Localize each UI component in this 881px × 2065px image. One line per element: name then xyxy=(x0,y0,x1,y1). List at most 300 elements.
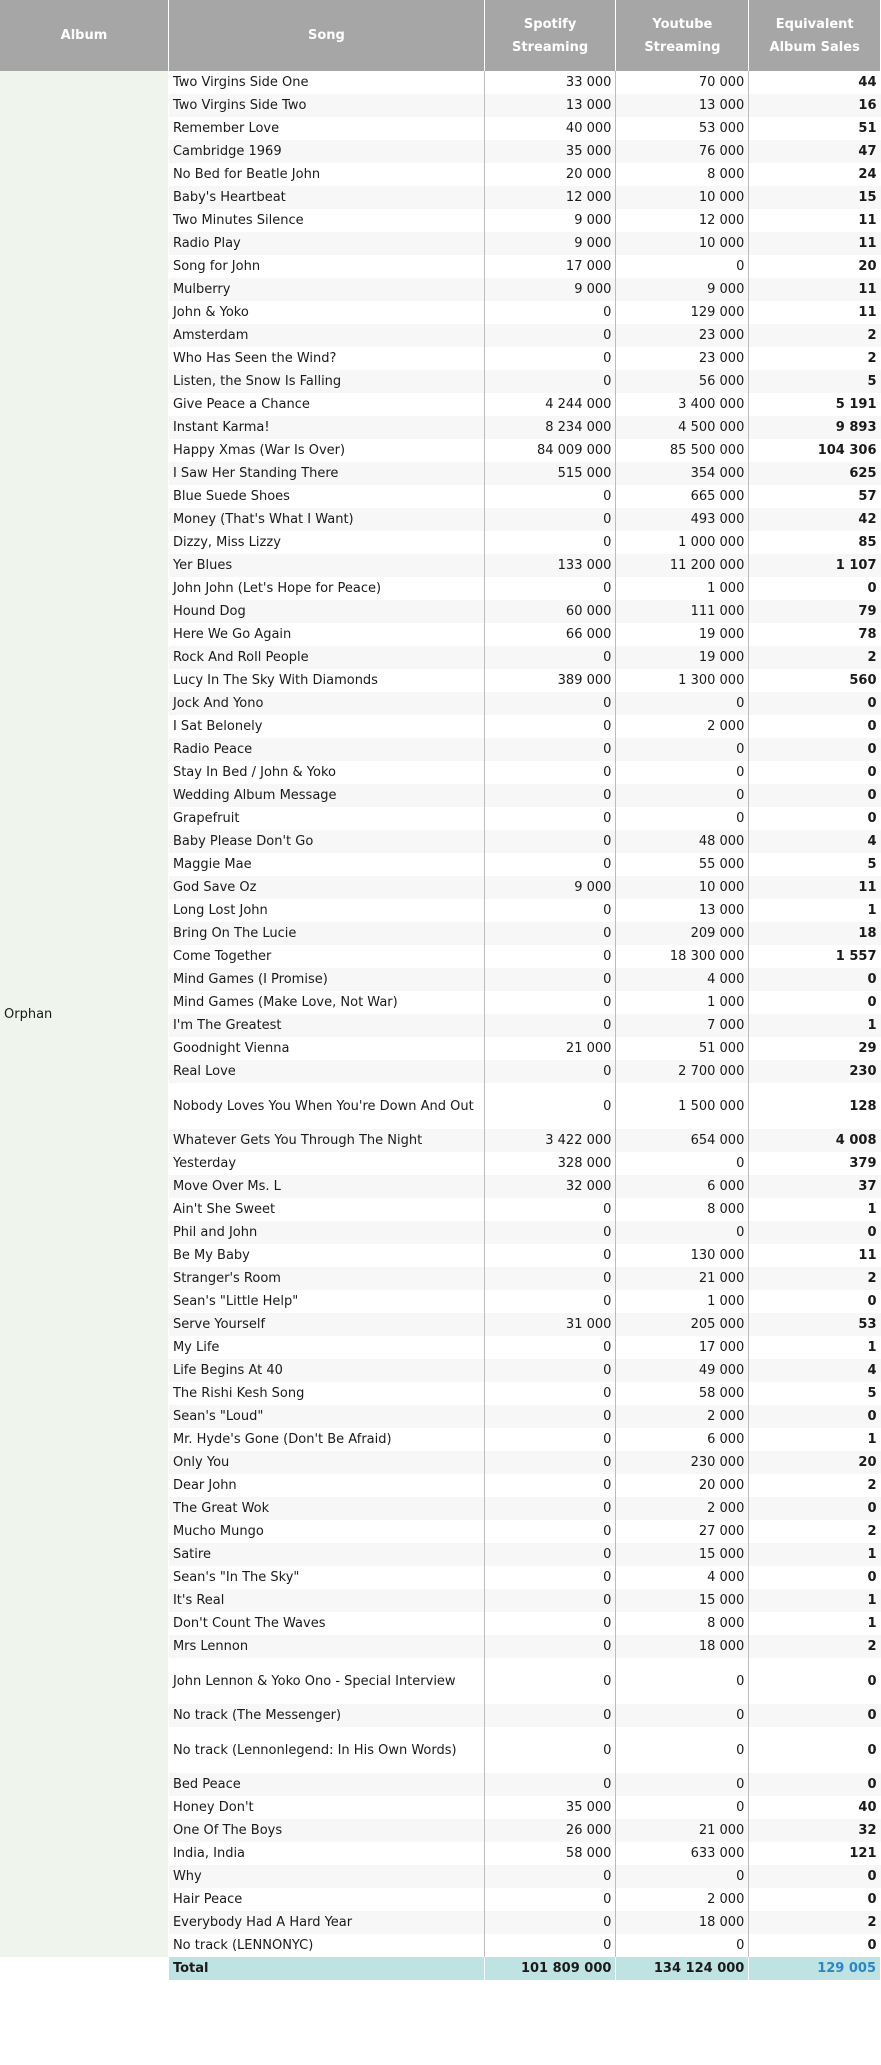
spotify-cell: 9 000 xyxy=(484,278,616,301)
youtube-cell: 8 000 xyxy=(616,1198,749,1221)
equivalent-album-sales-cell: 1 xyxy=(749,1336,881,1359)
youtube-cell: 111 000 xyxy=(616,600,749,623)
equivalent-album-sales-cell: 24 xyxy=(749,163,881,186)
youtube-cell: 4 000 xyxy=(616,1566,749,1589)
total-row xyxy=(0,1957,881,1980)
equivalent-album-sales-cell: 85 xyxy=(749,531,881,554)
equivalent-album-sales-cell: 0 xyxy=(749,715,881,738)
song-cell: Why xyxy=(168,1865,484,1888)
spotify-cell: 0 xyxy=(484,301,616,324)
song-cell: Goodnight Vienna xyxy=(168,1037,484,1060)
spotify-cell: 0 xyxy=(484,1405,616,1428)
spotify-cell: 21 000 xyxy=(484,1037,616,1060)
equivalent-album-sales-cell: 0 xyxy=(749,1704,881,1727)
song-cell: Dizzy, Miss Lizzy xyxy=(168,531,484,554)
header-equivalent-album-sales: Equivalent Album Sales xyxy=(749,0,881,71)
song-cell: Dear John xyxy=(168,1474,484,1497)
equivalent-album-sales-cell: 0 xyxy=(749,1566,881,1589)
equivalent-album-sales-cell: 1 107 xyxy=(749,554,881,577)
spotify-cell: 0 xyxy=(484,991,616,1014)
spotify-cell: 133 000 xyxy=(484,554,616,577)
song-cell: I'm The Greatest xyxy=(168,1014,484,1037)
spotify-cell: 515 000 xyxy=(484,462,616,485)
equivalent-album-sales-cell: 18 xyxy=(749,922,881,945)
total-spotify: 101 809 000 xyxy=(484,1957,616,1980)
song-cell: Mulberry xyxy=(168,278,484,301)
youtube-cell: 0 xyxy=(616,1865,749,1888)
youtube-cell: 493 000 xyxy=(616,508,749,531)
equivalent-album-sales-cell: 20 xyxy=(749,1451,881,1474)
total-label: Total xyxy=(168,1957,484,1980)
song-cell: Maggie Mae xyxy=(168,853,484,876)
youtube-cell: 230 000 xyxy=(616,1451,749,1474)
song-cell: Sean's "In The Sky" xyxy=(168,1566,484,1589)
song-cell: My Life xyxy=(168,1336,484,1359)
song-cell: I Saw Her Standing There xyxy=(168,462,484,485)
equivalent-album-sales-cell: 53 xyxy=(749,1313,881,1336)
spotify-cell: 31 000 xyxy=(484,1313,616,1336)
equivalent-album-sales-cell: 40 xyxy=(749,1796,881,1819)
song-cell: Mrs Lennon xyxy=(168,1635,484,1658)
youtube-cell: 0 xyxy=(616,807,749,830)
youtube-cell: 0 xyxy=(616,1221,749,1244)
spotify-cell: 66 000 xyxy=(484,623,616,646)
youtube-cell: 0 xyxy=(616,1152,749,1175)
header-youtube: Youtube Streaming xyxy=(616,0,749,71)
youtube-cell: 2 000 xyxy=(616,1888,749,1911)
youtube-cell: 9 000 xyxy=(616,278,749,301)
song-cell: No Bed for Beatle John xyxy=(168,163,484,186)
youtube-cell: 2 000 xyxy=(616,1405,749,1428)
spotify-cell: 60 000 xyxy=(484,600,616,623)
youtube-cell: 3 400 000 xyxy=(616,393,749,416)
youtube-cell: 13 000 xyxy=(616,899,749,922)
spotify-cell: 0 xyxy=(484,1451,616,1474)
song-cell: Listen, the Snow Is Falling xyxy=(168,370,484,393)
youtube-cell: 0 xyxy=(616,761,749,784)
song-cell: Jock And Yono xyxy=(168,692,484,715)
youtube-cell: 8 000 xyxy=(616,163,749,186)
equivalent-album-sales-cell: 44 xyxy=(749,71,881,94)
equivalent-album-sales-cell: 625 xyxy=(749,462,881,485)
spotify-cell: 328 000 xyxy=(484,1152,616,1175)
youtube-cell: 1 000 xyxy=(616,991,749,1014)
header-song: Song xyxy=(168,0,484,71)
song-cell: Mr. Hyde's Gone (Don't Be Afraid) xyxy=(168,1428,484,1451)
equivalent-album-sales-cell: 47 xyxy=(749,140,881,163)
spotify-cell: 3 422 000 xyxy=(484,1129,616,1152)
equivalent-album-sales-cell: 78 xyxy=(749,623,881,646)
equivalent-album-sales-cell: 11 xyxy=(749,876,881,899)
equivalent-album-sales-cell: 9 893 xyxy=(749,416,881,439)
youtube-cell: 1 300 000 xyxy=(616,669,749,692)
equivalent-album-sales-cell: 1 xyxy=(749,1428,881,1451)
youtube-cell: 0 xyxy=(616,738,749,761)
song-cell: Come Together xyxy=(168,945,484,968)
spotify-cell: 0 xyxy=(484,1290,616,1313)
spotify-cell: 0 xyxy=(484,1267,616,1290)
spotify-cell: 9 000 xyxy=(484,209,616,232)
song-cell: John & Yoko xyxy=(168,301,484,324)
equivalent-album-sales-cell: 51 xyxy=(749,117,881,140)
song-cell: Remember Love xyxy=(168,117,484,140)
song-cell: Sean's "Loud" xyxy=(168,1405,484,1428)
spotify-cell: 0 xyxy=(484,968,616,991)
song-cell: Here We Go Again xyxy=(168,623,484,646)
equivalent-album-sales-cell: 1 xyxy=(749,1198,881,1221)
spotify-cell: 0 xyxy=(484,577,616,600)
youtube-cell: 85 500 000 xyxy=(616,439,749,462)
youtube-cell: 48 000 xyxy=(616,830,749,853)
youtube-cell: 4 500 000 xyxy=(616,416,749,439)
spotify-cell: 12 000 xyxy=(484,186,616,209)
equivalent-album-sales-cell: 2 xyxy=(749,1635,881,1658)
youtube-cell: 0 xyxy=(616,1658,749,1704)
youtube-cell: 23 000 xyxy=(616,347,749,370)
youtube-cell: 2 700 000 xyxy=(616,1060,749,1083)
song-cell: God Save Oz xyxy=(168,876,484,899)
song-cell: Who Has Seen the Wind? xyxy=(168,347,484,370)
spotify-cell: 0 xyxy=(484,761,616,784)
equivalent-album-sales-cell: 0 xyxy=(749,784,881,807)
song-cell: Instant Karma! xyxy=(168,416,484,439)
song-cell: India, India xyxy=(168,1842,484,1865)
spotify-cell: 0 xyxy=(484,738,616,761)
equivalent-album-sales-cell: 1 557 xyxy=(749,945,881,968)
song-cell: Move Over Ms. L xyxy=(168,1175,484,1198)
spotify-cell: 0 xyxy=(484,1612,616,1635)
equivalent-album-sales-cell: 0 xyxy=(749,1221,881,1244)
spotify-cell: 0 xyxy=(484,1428,616,1451)
youtube-cell: 7 000 xyxy=(616,1014,749,1037)
song-cell: No track (The Messenger) xyxy=(168,1704,484,1727)
spotify-cell: 0 xyxy=(484,922,616,945)
youtube-cell: 8 000 xyxy=(616,1612,749,1635)
youtube-cell: 18 000 xyxy=(616,1635,749,1658)
song-cell: Don't Count The Waves xyxy=(168,1612,484,1635)
equivalent-album-sales-cell: 1 xyxy=(749,1589,881,1612)
equivalent-album-sales-cell: 4 xyxy=(749,830,881,853)
equivalent-album-sales-cell: 57 xyxy=(749,485,881,508)
youtube-cell: 633 000 xyxy=(616,1842,749,1865)
youtube-cell: 205 000 xyxy=(616,1313,749,1336)
equivalent-album-sales-cell: 0 xyxy=(749,1934,881,1957)
youtube-cell: 1 000 xyxy=(616,577,749,600)
song-cell: Mucho Mungo xyxy=(168,1520,484,1543)
spotify-cell: 58 000 xyxy=(484,1842,616,1865)
equivalent-album-sales-cell: 1 xyxy=(749,1543,881,1566)
spotify-cell: 0 xyxy=(484,1566,616,1589)
youtube-cell: 17 000 xyxy=(616,1336,749,1359)
song-cell: Mind Games (Make Love, Not War) xyxy=(168,991,484,1014)
song-cell: Mind Games (I Promise) xyxy=(168,968,484,991)
youtube-cell: 18 300 000 xyxy=(616,945,749,968)
spotify-cell: 0 xyxy=(484,370,616,393)
song-cell: Ain't She Sweet xyxy=(168,1198,484,1221)
song-cell: Bed Peace xyxy=(168,1773,484,1796)
equivalent-album-sales-cell: 1 xyxy=(749,1014,881,1037)
spotify-cell: 0 xyxy=(484,1658,616,1704)
youtube-cell: 20 000 xyxy=(616,1474,749,1497)
equivalent-album-sales-cell: 560 xyxy=(749,669,881,692)
equivalent-album-sales-cell: 0 xyxy=(749,1888,881,1911)
equivalent-album-sales-cell: 5 xyxy=(749,1382,881,1405)
youtube-cell: 0 xyxy=(616,1704,749,1727)
total-youtube: 134 124 000 xyxy=(616,1957,749,1980)
youtube-cell: 209 000 xyxy=(616,922,749,945)
spotify-cell: 389 000 xyxy=(484,669,616,692)
header-row xyxy=(0,0,881,71)
song-cell: Baby's Heartbeat xyxy=(168,186,484,209)
spotify-cell: 40 000 xyxy=(484,117,616,140)
spotify-cell: 20 000 xyxy=(484,163,616,186)
youtube-cell: 2 000 xyxy=(616,1497,749,1520)
total-equivalent-album-sales: 129 005 xyxy=(749,1957,881,1980)
song-cell: Grapefruit xyxy=(168,807,484,830)
spotify-cell: 0 xyxy=(484,1060,616,1083)
equivalent-album-sales-cell: 0 xyxy=(749,1290,881,1313)
youtube-cell: 6 000 xyxy=(616,1175,749,1198)
song-cell: Radio Play xyxy=(168,232,484,255)
spotify-cell: 0 xyxy=(484,807,616,830)
equivalent-album-sales-cell: 230 xyxy=(749,1060,881,1083)
equivalent-album-sales-cell: 0 xyxy=(749,738,881,761)
spotify-cell: 0 xyxy=(484,485,616,508)
equivalent-album-sales-cell: 15 xyxy=(749,186,881,209)
spotify-cell: 0 xyxy=(484,830,616,853)
song-cell: Sean's "Little Help" xyxy=(168,1290,484,1313)
song-cell: John John (Let's Hope for Peace) xyxy=(168,577,484,600)
youtube-cell: 6 000 xyxy=(616,1428,749,1451)
spotify-cell: 0 xyxy=(484,1474,616,1497)
equivalent-album-sales-cell: 0 xyxy=(749,1773,881,1796)
song-cell: Life Begins At 40 xyxy=(168,1359,484,1382)
equivalent-album-sales-cell: 121 xyxy=(749,1842,881,1865)
youtube-cell: 15 000 xyxy=(616,1589,749,1612)
youtube-cell: 0 xyxy=(616,1727,749,1773)
youtube-cell: 49 000 xyxy=(616,1359,749,1382)
youtube-cell: 10 000 xyxy=(616,876,749,899)
song-cell: Song for John xyxy=(168,255,484,278)
song-cell: No track (LENNONYC) xyxy=(168,1934,484,1957)
spotify-cell: 0 xyxy=(484,1244,616,1267)
equivalent-album-sales-cell: 0 xyxy=(749,1727,881,1773)
spotify-cell: 0 xyxy=(484,1635,616,1658)
youtube-cell: 10 000 xyxy=(616,186,749,209)
youtube-cell: 130 000 xyxy=(616,1244,749,1267)
equivalent-album-sales-cell: 20 xyxy=(749,255,881,278)
youtube-cell: 1 000 000 xyxy=(616,531,749,554)
equivalent-album-sales-cell: 11 xyxy=(749,232,881,255)
youtube-cell: 1 500 000 xyxy=(616,1083,749,1129)
song-cell: One Of The Boys xyxy=(168,1819,484,1842)
song-cell: Stay In Bed / John & Yoko xyxy=(168,761,484,784)
equivalent-album-sales-cell: 11 xyxy=(749,278,881,301)
spotify-cell: 0 xyxy=(484,715,616,738)
youtube-cell: 12 000 xyxy=(616,209,749,232)
song-cell: Nobody Loves You When You're Down And Out xyxy=(168,1083,484,1129)
song-cell: Hair Peace xyxy=(168,1888,484,1911)
spotify-cell: 0 xyxy=(484,1911,616,1934)
spotify-cell: 35 000 xyxy=(484,1796,616,1819)
youtube-cell: 0 xyxy=(616,692,749,715)
song-cell: Honey Don't xyxy=(168,1796,484,1819)
youtube-cell: 13 000 xyxy=(616,94,749,117)
song-cell: Cambridge 1969 xyxy=(168,140,484,163)
spotify-cell: 0 xyxy=(484,1336,616,1359)
song-cell: Amsterdam xyxy=(168,324,484,347)
youtube-cell: 19 000 xyxy=(616,646,749,669)
song-cell: Money (That's What I Want) xyxy=(168,508,484,531)
youtube-cell: 10 000 xyxy=(616,232,749,255)
total-blank-cell xyxy=(0,1957,168,1980)
song-cell: Bring On The Lucie xyxy=(168,922,484,945)
equivalent-album-sales-cell: 5 191 xyxy=(749,393,881,416)
youtube-cell: 55 000 xyxy=(616,853,749,876)
youtube-cell: 18 000 xyxy=(616,1911,749,1934)
header-album: Album xyxy=(0,0,168,71)
youtube-cell: 23 000 xyxy=(616,324,749,347)
spotify-cell: 0 xyxy=(484,1727,616,1773)
equivalent-album-sales-cell: 11 xyxy=(749,209,881,232)
equivalent-album-sales-cell: 2 xyxy=(749,347,881,370)
spotify-cell: 0 xyxy=(484,1704,616,1727)
equivalent-album-sales-cell: 0 xyxy=(749,577,881,600)
song-cell: Wedding Album Message xyxy=(168,784,484,807)
song-cell: Satire xyxy=(168,1543,484,1566)
equivalent-album-sales-cell: 1 xyxy=(749,1612,881,1635)
song-cell: Happy Xmas (War Is Over) xyxy=(168,439,484,462)
spotify-cell: 0 xyxy=(484,1198,616,1221)
song-cell: Hound Dog xyxy=(168,600,484,623)
song-cell: Everybody Had A Hard Year xyxy=(168,1911,484,1934)
song-cell: No track (Lennonlegend: In His Own Words) xyxy=(168,1727,484,1773)
youtube-cell: 665 000 xyxy=(616,485,749,508)
spotify-cell: 0 xyxy=(484,945,616,968)
youtube-cell: 0 xyxy=(616,1773,749,1796)
equivalent-album-sales-cell: 0 xyxy=(749,1405,881,1428)
song-cell: Yer Blues xyxy=(168,554,484,577)
spotify-cell: 0 xyxy=(484,1083,616,1129)
youtube-cell: 27 000 xyxy=(616,1520,749,1543)
song-cell: Give Peace a Chance xyxy=(168,393,484,416)
song-cell: It's Real xyxy=(168,1589,484,1612)
youtube-cell: 129 000 xyxy=(616,301,749,324)
youtube-cell: 11 200 000 xyxy=(616,554,749,577)
equivalent-album-sales-cell: 128 xyxy=(749,1083,881,1129)
spotify-cell: 0 xyxy=(484,508,616,531)
equivalent-album-sales-cell: 379 xyxy=(749,1152,881,1175)
spotify-cell: 0 xyxy=(484,784,616,807)
equivalent-album-sales-cell: 0 xyxy=(749,692,881,715)
spotify-cell: 0 xyxy=(484,899,616,922)
spotify-cell: 13 000 xyxy=(484,94,616,117)
song-cell: Rock And Roll People xyxy=(168,646,484,669)
youtube-cell: 0 xyxy=(616,255,749,278)
song-cell: Two Virgins Side Two xyxy=(168,94,484,117)
equivalent-album-sales-cell: 0 xyxy=(749,761,881,784)
spotify-cell: 0 xyxy=(484,646,616,669)
spotify-cell: 35 000 xyxy=(484,140,616,163)
spotify-cell: 33 000 xyxy=(484,71,616,94)
youtube-cell: 4 000 xyxy=(616,968,749,991)
song-cell: Only You xyxy=(168,1451,484,1474)
youtube-cell: 0 xyxy=(616,1796,749,1819)
album-name-cell: Orphan xyxy=(0,71,168,1957)
song-cell: I Sat Belonely xyxy=(168,715,484,738)
spotify-cell: 0 xyxy=(484,1520,616,1543)
song-cell: Two Minutes Silence xyxy=(168,209,484,232)
spotify-cell: 0 xyxy=(484,692,616,715)
song-cell: The Rishi Kesh Song xyxy=(168,1382,484,1405)
youtube-cell: 2 000 xyxy=(616,715,749,738)
equivalent-album-sales-cell: 0 xyxy=(749,1658,881,1704)
spotify-cell: 0 xyxy=(484,1888,616,1911)
spotify-cell: 0 xyxy=(484,1382,616,1405)
equivalent-album-sales-cell: 79 xyxy=(749,600,881,623)
spotify-cell: 0 xyxy=(484,853,616,876)
header-spotify: Spotify Streaming xyxy=(484,0,616,71)
equivalent-album-sales-cell: 4 xyxy=(749,1359,881,1382)
spotify-cell: 8 234 000 xyxy=(484,416,616,439)
spotify-cell: 0 xyxy=(484,1221,616,1244)
equivalent-album-sales-cell: 2 xyxy=(749,324,881,347)
youtube-cell: 58 000 xyxy=(616,1382,749,1405)
equivalent-album-sales-cell: 2 xyxy=(749,1911,881,1934)
equivalent-album-sales-cell: 0 xyxy=(749,807,881,830)
spotify-cell: 26 000 xyxy=(484,1819,616,1842)
equivalent-album-sales-cell: 0 xyxy=(749,1865,881,1888)
youtube-cell: 21 000 xyxy=(616,1267,749,1290)
song-cell: Blue Suede Shoes xyxy=(168,485,484,508)
spotify-cell: 84 009 000 xyxy=(484,439,616,462)
song-cell: Real Love xyxy=(168,1060,484,1083)
youtube-cell: 53 000 xyxy=(616,117,749,140)
equivalent-album-sales-cell: 29 xyxy=(749,1037,881,1060)
equivalent-album-sales-cell: 0 xyxy=(749,991,881,1014)
spotify-cell: 9 000 xyxy=(484,876,616,899)
equivalent-album-sales-cell: 2 xyxy=(749,1474,881,1497)
equivalent-album-sales-cell: 5 xyxy=(749,853,881,876)
spotify-cell: 0 xyxy=(484,1543,616,1566)
spotify-cell: 0 xyxy=(484,1014,616,1037)
youtube-cell: 76 000 xyxy=(616,140,749,163)
spotify-cell: 0 xyxy=(484,1359,616,1382)
spotify-cell: 0 xyxy=(484,1865,616,1888)
spotify-cell: 9 000 xyxy=(484,232,616,255)
spotify-cell: 17 000 xyxy=(484,255,616,278)
song-cell: Yesterday xyxy=(168,1152,484,1175)
song-cell: John Lennon & Yoko Ono - Special Interview xyxy=(168,1658,484,1704)
youtube-cell: 51 000 xyxy=(616,1037,749,1060)
song-cell: Baby Please Don't Go xyxy=(168,830,484,853)
spotify-cell: 0 xyxy=(484,324,616,347)
youtube-cell: 19 000 xyxy=(616,623,749,646)
song-cell: Serve Yourself xyxy=(168,1313,484,1336)
song-cell: Be My Baby xyxy=(168,1244,484,1267)
equivalent-album-sales-cell: 5 xyxy=(749,370,881,393)
equivalent-album-sales-cell: 2 xyxy=(749,646,881,669)
spotify-cell: 0 xyxy=(484,1773,616,1796)
equivalent-album-sales-cell: 2 xyxy=(749,1520,881,1543)
spotify-cell: 0 xyxy=(484,1934,616,1957)
youtube-cell: 354 000 xyxy=(616,462,749,485)
spotify-cell: 0 xyxy=(484,531,616,554)
table-row xyxy=(0,71,881,94)
song-cell: Radio Peace xyxy=(168,738,484,761)
song-cell: Two Virgins Side One xyxy=(168,71,484,94)
spotify-cell: 0 xyxy=(484,1589,616,1612)
